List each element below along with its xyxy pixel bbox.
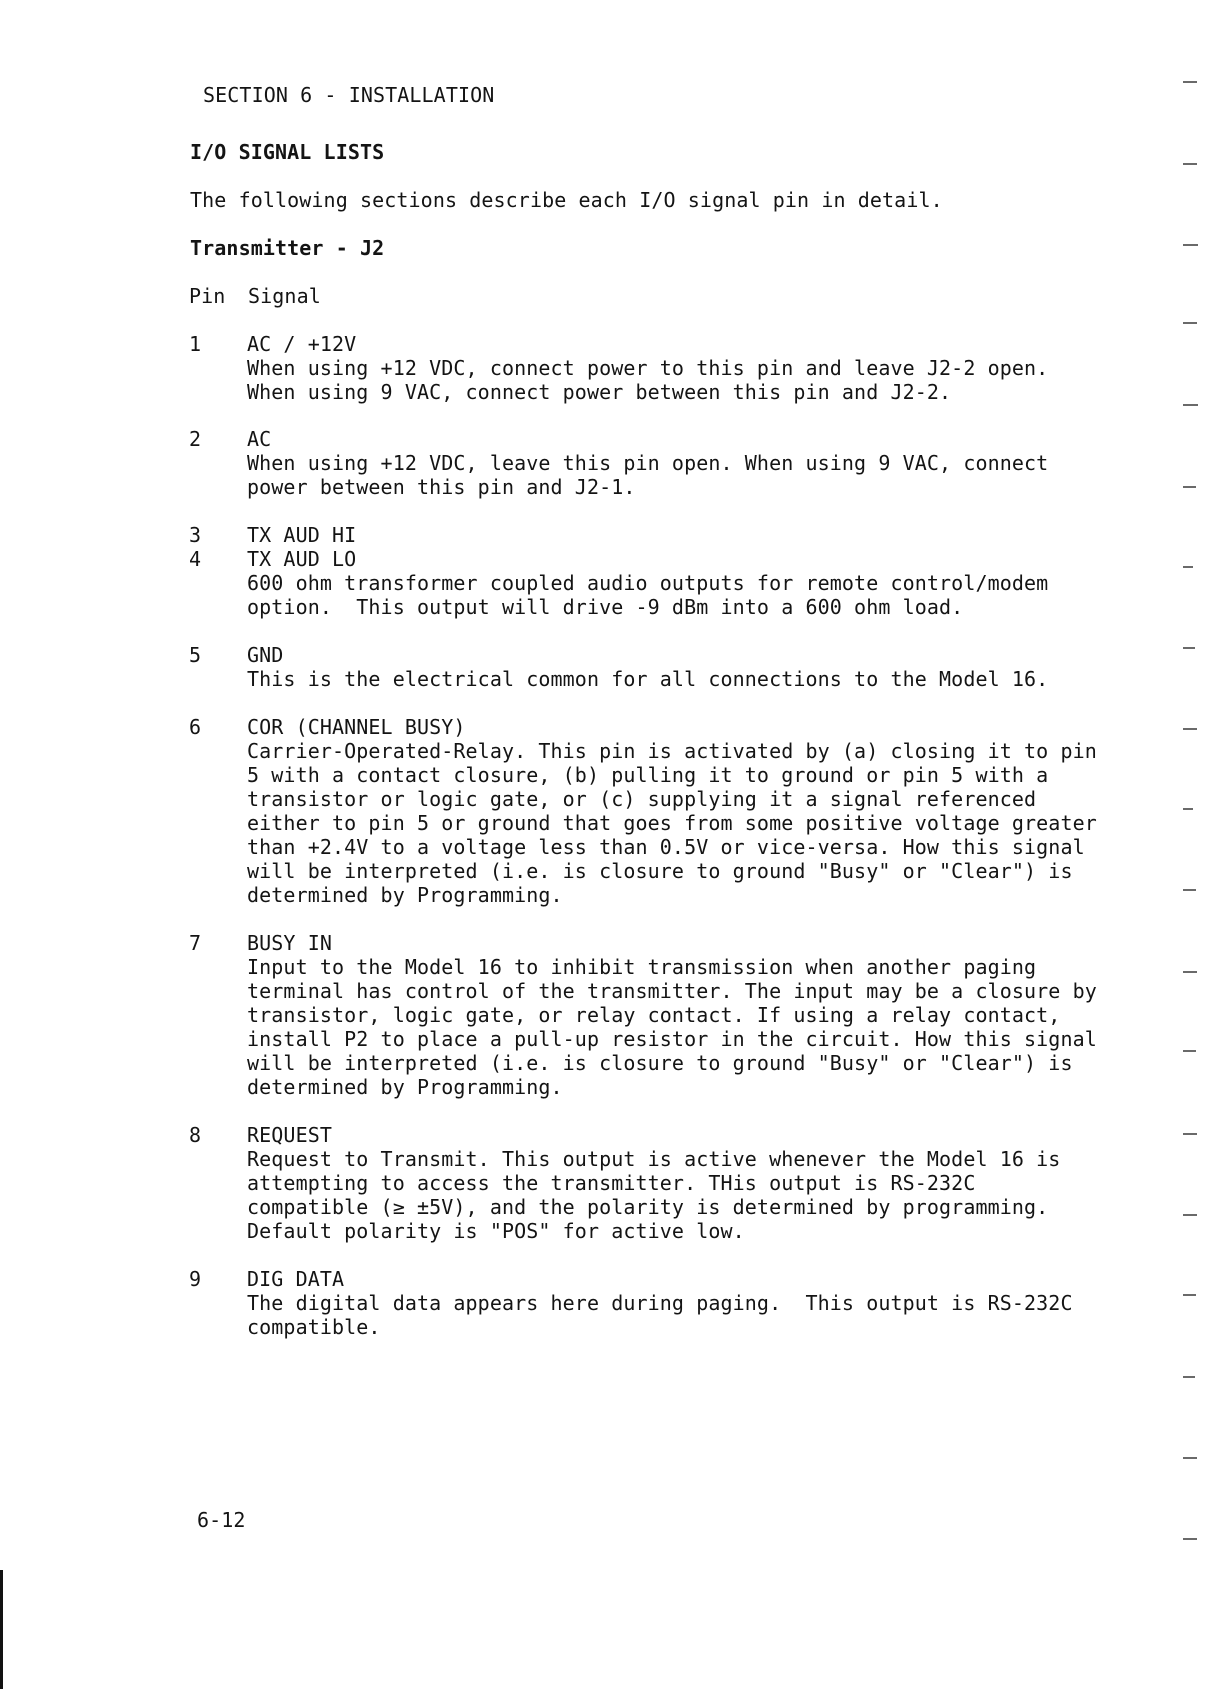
signal-description-line: Request to Transmit. This output is active whenever the Model 16 is — [247, 1147, 1061, 1171]
signal-name: GND — [247, 643, 284, 667]
signal-description-line: transistor or logic gate, or (c) supplying it a signal referenced — [247, 787, 1037, 811]
signal-name: TX AUD LO — [247, 547, 357, 571]
signal-description-line: power between this pin and J2-1. — [247, 475, 636, 499]
margin-tick — [1183, 163, 1197, 165]
margin-tick — [1183, 244, 1198, 246]
pin-number: 7 — [189, 931, 202, 955]
signal-name: COR (CHANNEL BUSY) — [247, 715, 466, 739]
signal-description-line: install P2 to place a pull-up resistor in the circuit. How this signal — [247, 1027, 1097, 1051]
page-number: 6-12 — [197, 1508, 246, 1532]
signal-description-line: will be interpreted (i.e. is closure to ground "Busy" or "Clear") is — [247, 1051, 1073, 1075]
pin-number: 9 — [189, 1267, 202, 1291]
binding-edge-mark — [0, 1570, 3, 1689]
pin-number: 8 — [189, 1123, 202, 1147]
signal-description-line: Default polarity is "POS" for active low. — [247, 1219, 745, 1243]
margin-tick — [1183, 1294, 1196, 1296]
signal-description-line: The digital data appears here during paging. This output is RS-232C — [247, 1291, 1073, 1315]
signal-name: AC / +12V — [247, 332, 357, 356]
pin-number: 4 — [189, 547, 202, 571]
margin-tick — [1183, 889, 1196, 891]
margin-tick — [1183, 81, 1197, 83]
pin-number: 6 — [189, 715, 202, 739]
signal-name: DIG DATA — [247, 1267, 345, 1291]
signal-description-line: Carrier-Operated-Relay. This pin is activated by (a) closing it to pin — [247, 739, 1097, 763]
margin-tick — [1183, 1050, 1196, 1052]
pin-number: 1 — [189, 332, 202, 356]
signal-description-line: attempting to access the transmitter. THis output is RS-232C — [247, 1171, 976, 1195]
intro-paragraph: The following sections describe each I/O signal pin in detail. — [190, 188, 943, 212]
signal-description-line: than +2.4V to a voltage less than 0.5V or vice-versa. How this signal — [247, 835, 1085, 859]
signal-name: TX AUD HI — [247, 523, 357, 547]
signal-description-line: compatible (≥ ±5V), and the polarity is determined by programming. — [247, 1195, 1049, 1219]
margin-tick — [1183, 971, 1197, 973]
signal-description-line: 600 ohm transformer coupled audio outputs for remote control/modem — [247, 571, 1049, 595]
signal-description-line: compatible. — [247, 1315, 381, 1339]
pin-number: 2 — [189, 427, 202, 451]
signal-description-line: When using +12 VDC, leave this pin open. When using 9 VAC, connect — [247, 451, 1049, 475]
signal-name: BUSY IN — [247, 931, 332, 955]
signal-description-line: determined by Programming. — [247, 883, 563, 907]
margin-tick — [1183, 1538, 1197, 1540]
signal-description-line: When using +12 VDC, connect power to this pin and leave J2-2 open. — [247, 356, 1049, 380]
margin-tick — [1183, 486, 1196, 488]
margin-tick — [1183, 728, 1197, 730]
page-title: I/O SIGNAL LISTS — [190, 140, 385, 164]
margin-tick — [1183, 1376, 1195, 1378]
section-header: SECTION 6 - INSTALLATION — [203, 83, 495, 107]
signal-description-line: terminal has control of the transmitter. The input may be a closure by — [247, 979, 1097, 1003]
signal-description-line: This is the electrical common for all connections to the Model 16. — [247, 667, 1049, 691]
signal-name: REQUEST — [247, 1123, 332, 1147]
pin-number: 5 — [189, 643, 202, 667]
pin-column-header: Pin — [189, 284, 226, 308]
margin-tick — [1183, 1133, 1197, 1135]
margin-tick — [1183, 647, 1195, 649]
signal-description-line: option. This output will drive -9 dBm into a 600 ohm load. — [247, 595, 964, 619]
signal-name: AC — [247, 427, 272, 451]
margin-tick — [1183, 1214, 1197, 1216]
signal-description-line: determined by Programming. — [247, 1075, 563, 1099]
margin-tick — [1183, 404, 1198, 406]
pin-number: 3 — [189, 523, 202, 547]
signal-description-line: When using 9 VAC, connect power between this pin and J2-2. — [247, 380, 952, 404]
signal-description-line: will be interpreted (i.e. is closure to ground "Busy" or "Clear") is — [247, 859, 1073, 883]
signal-description-line: either to pin 5 or ground that goes from some positive voltage greater — [247, 811, 1097, 835]
signal-description-line: transistor, logic gate, or relay contact. If using a relay contact, — [247, 1003, 1061, 1027]
margin-tick — [1183, 808, 1193, 810]
margin-tick — [1183, 566, 1193, 568]
margin-tick — [1183, 322, 1197, 324]
signal-description-line: Input to the Model 16 to inhibit transmission when another paging — [247, 955, 1037, 979]
connector-subtitle: Transmitter - J2 — [190, 236, 385, 260]
signal-description-line: 5 with a contact closure, (b) pulling it to ground or pin 5 with a — [247, 763, 1049, 787]
margin-tick — [1183, 1457, 1197, 1459]
signal-column-header: Signal — [248, 284, 321, 308]
